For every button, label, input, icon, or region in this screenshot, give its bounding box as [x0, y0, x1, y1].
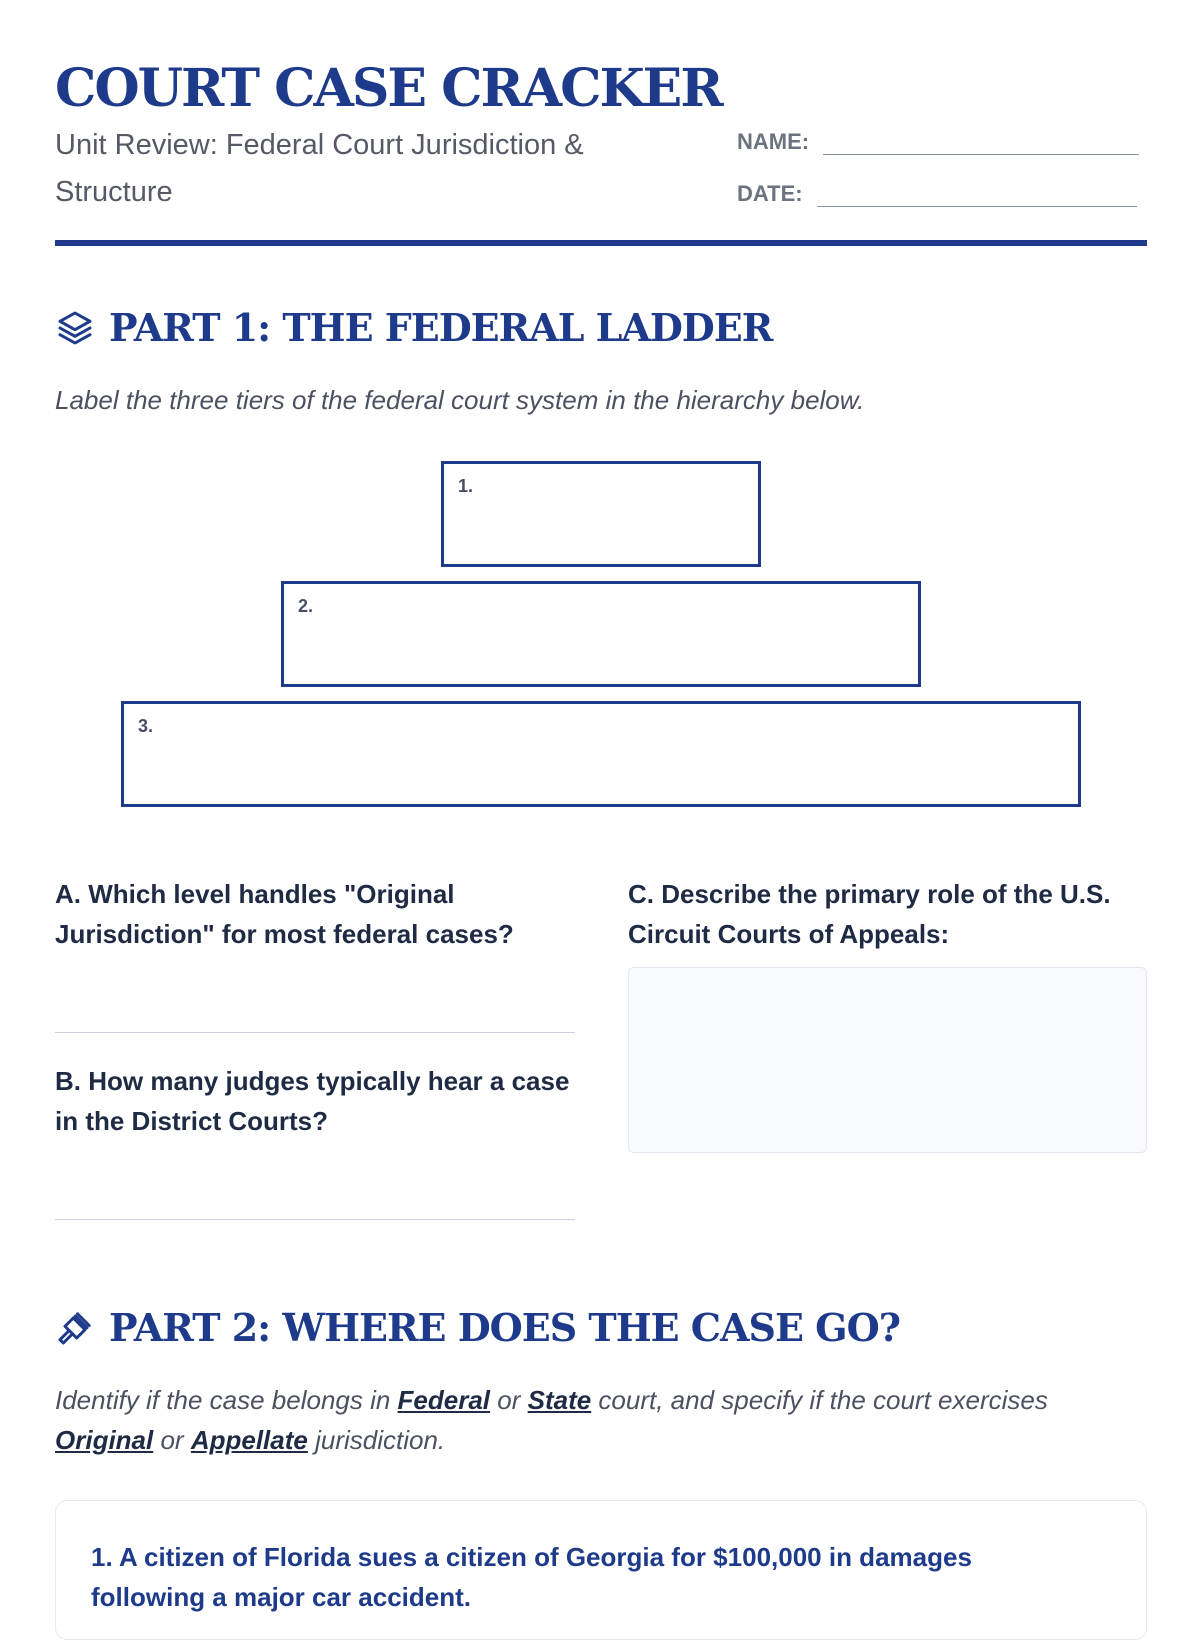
answer-c-box[interactable]	[628, 967, 1147, 1153]
header-rule	[55, 240, 1147, 246]
tier-2-number: 2.	[298, 596, 314, 616]
instr-text-1: Identify if the case belongs in	[55, 1385, 398, 1415]
instr-federal: Federal	[397, 1385, 491, 1415]
question-c: C. Describe the primary role of the U.S. Circuit Courts of Appeals:	[628, 879, 1111, 949]
ladder-tier-2[interactable]	[281, 581, 921, 687]
date-field	[737, 180, 1137, 207]
case-1-text: 1. A citizen of Florida sues a citizen of Georgia for $100,000 in damages following a major car accident.	[91, 1542, 972, 1612]
name-label: NAME:	[737, 129, 810, 154]
instr-text-5: jurisdiction.	[307, 1425, 446, 1455]
ladder-tier-3[interactable]	[121, 701, 1081, 807]
name-input-line[interactable]	[823, 128, 1139, 155]
page-subtitle: Unit Review: Federal Court Jurisdiction & Structure	[55, 129, 584, 208]
layers-icon	[55, 308, 95, 348]
question-b: B. How many judges typically hear a case in the District Courts?	[55, 1066, 570, 1136]
instr-text-2: or	[490, 1385, 528, 1415]
answer-a-line[interactable]	[55, 1032, 575, 1033]
part2-instructions	[55, 1380, 1147, 1460]
instr-original: Original	[55, 1425, 154, 1455]
case-card-1	[55, 1500, 1147, 1640]
instr-appellate: Appellate	[190, 1425, 308, 1455]
part2-title: PART 2: WHERE DOES THE CASE GO?	[109, 1305, 900, 1350]
tier-3-number: 3.	[138, 716, 154, 736]
date-label: DATE:	[737, 181, 803, 206]
page-title: COURT CASE CRACKER	[55, 58, 722, 119]
tier-1-number: 1.	[458, 476, 474, 496]
part1-heading	[55, 304, 772, 352]
answer-b-line[interactable]	[55, 1219, 575, 1220]
name-field	[737, 128, 1139, 155]
part2-heading	[55, 1304, 900, 1352]
date-input-line[interactable]	[817, 180, 1137, 207]
instr-text-3: court, and specify if the court exercises	[591, 1385, 1048, 1415]
instr-text-4: or	[153, 1425, 191, 1455]
part1-title: PART 1: THE FEDERAL LADDER	[109, 305, 773, 350]
gavel-icon	[55, 1308, 95, 1348]
ladder-tier-1[interactable]	[441, 461, 761, 567]
part1-instructions: Label the three tiers of the federal court system in the hierarchy below.	[55, 385, 865, 415]
instr-state: State	[527, 1385, 592, 1415]
question-a: A. Which level handles "Original Jurisdiction" for most federal cases?	[55, 879, 514, 949]
